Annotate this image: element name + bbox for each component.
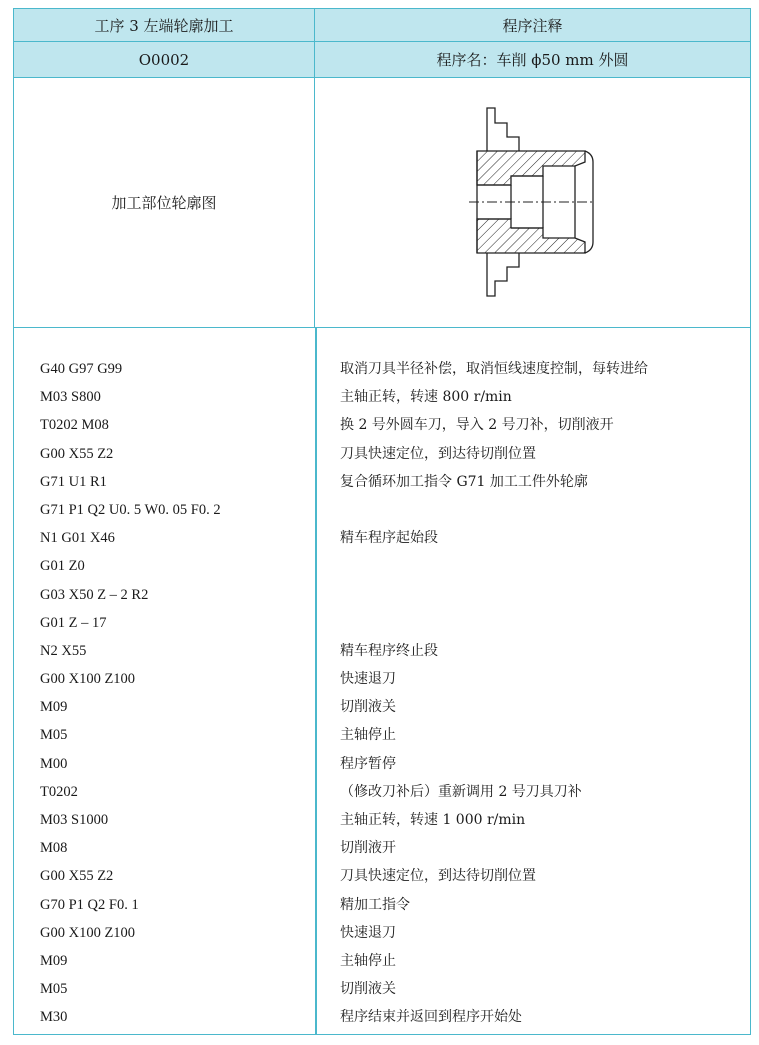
- comment-line: （修改刀补后）重新调用 2 号刀具刀补: [340, 783, 582, 800]
- table-header-row: [14, 9, 750, 42]
- code-line: M05: [40, 981, 68, 998]
- code-line: G00 X100 Z100: [40, 671, 136, 688]
- code-line: M00: [40, 755, 68, 772]
- drawing-cell: [315, 78, 750, 327]
- header-process-cell: 工序 3 左端轮廓加工: [14, 9, 315, 41]
- comment-line: 换 2 号外圆车刀，导入 2 号刀补，切削液开: [340, 417, 614, 434]
- code-line: G01 Z – 17: [40, 614, 107, 631]
- code-line: N2 X55: [40, 642, 87, 659]
- comment-line: 精车程序起始段: [340, 530, 438, 547]
- comment-line: [340, 609, 648, 637]
- comment-line: 刀具快速定位，到达待切削位置: [340, 445, 536, 462]
- code-line: T0202: [40, 783, 78, 800]
- code-line: M08: [40, 840, 68, 857]
- drawing-label-cell: 加工部位轮廓图: [14, 78, 315, 327]
- comment-line: 切削液开: [340, 840, 396, 857]
- comment-line: 主轴正转，转速 800 r/min: [340, 389, 512, 406]
- comment-line: 精加工指令: [340, 896, 410, 913]
- program-body-row: [14, 328, 750, 1034]
- code-line: M09: [40, 952, 68, 969]
- code-line: M05: [40, 727, 68, 744]
- comment-line: 主轴停止: [340, 952, 396, 969]
- code-line: G71 U1 R1: [40, 473, 107, 490]
- comment-line: 程序结束并返回到程序开始处: [340, 1009, 522, 1026]
- comment-line: [340, 581, 648, 609]
- comment-line: 快速退刀: [340, 924, 396, 941]
- code-line: M03 S800: [40, 389, 101, 406]
- code-line: G00 X100 Z100: [40, 924, 136, 941]
- comment-line: [340, 552, 648, 580]
- program-table: [13, 8, 751, 1035]
- comment-line: 程序暂停: [340, 755, 396, 772]
- comment-list: [340, 355, 648, 1032]
- program-number-cell: O0002: [14, 42, 315, 77]
- code-line: G71 P1 Q2 U0. 5 W0. 05 F0. 2: [40, 501, 221, 518]
- comment-line: 切削液关: [340, 699, 396, 716]
- code-line: M30: [40, 1009, 68, 1026]
- comment-line: 主轴正转，转速 1 000 r/min: [340, 812, 526, 828]
- workpiece-section-drawing-icon: [467, 102, 595, 302]
- header-comment-cell: 程序注释: [502, 16, 563, 35]
- code-line: G03 X50 Z – 2 R2: [40, 586, 149, 603]
- drawing-row: [14, 78, 750, 328]
- program-name-cell: 程序名：车削 ϕ50 mm 外圆: [436, 51, 629, 69]
- code-line: T0202 M08: [40, 417, 109, 434]
- comment-line: 切削液关: [340, 981, 396, 998]
- code-line: M09: [40, 699, 68, 716]
- comment-line: 主轴停止: [340, 727, 396, 744]
- comment-line: [340, 496, 648, 524]
- code-line: G00 X55 Z2: [40, 868, 114, 885]
- comment-line: 刀具快速定位，到达待切削位置: [340, 868, 536, 885]
- code-line: G40 G97 G99: [40, 361, 123, 377]
- code-line: G01 Z0: [40, 558, 85, 575]
- comment-line: 快速退刀: [340, 671, 396, 688]
- comment-line: 精车程序终止段: [340, 642, 438, 659]
- comment-line: 取消刀具半径补偿，取消恒线速度控制，每转进给: [340, 361, 648, 377]
- code-line: M03 S1000: [40, 812, 109, 828]
- code-list: [40, 355, 221, 1032]
- code-line: G00 X55 Z2: [40, 445, 114, 462]
- code-line: G70 P1 Q2 F0. 1: [40, 896, 139, 913]
- comment-line: 复合循环加工指令 G71 加工工件外轮廓: [340, 473, 588, 490]
- program-name-row: [14, 42, 750, 78]
- column-divider: [315, 328, 317, 1034]
- code-line: N1 G01 X46: [40, 530, 115, 547]
